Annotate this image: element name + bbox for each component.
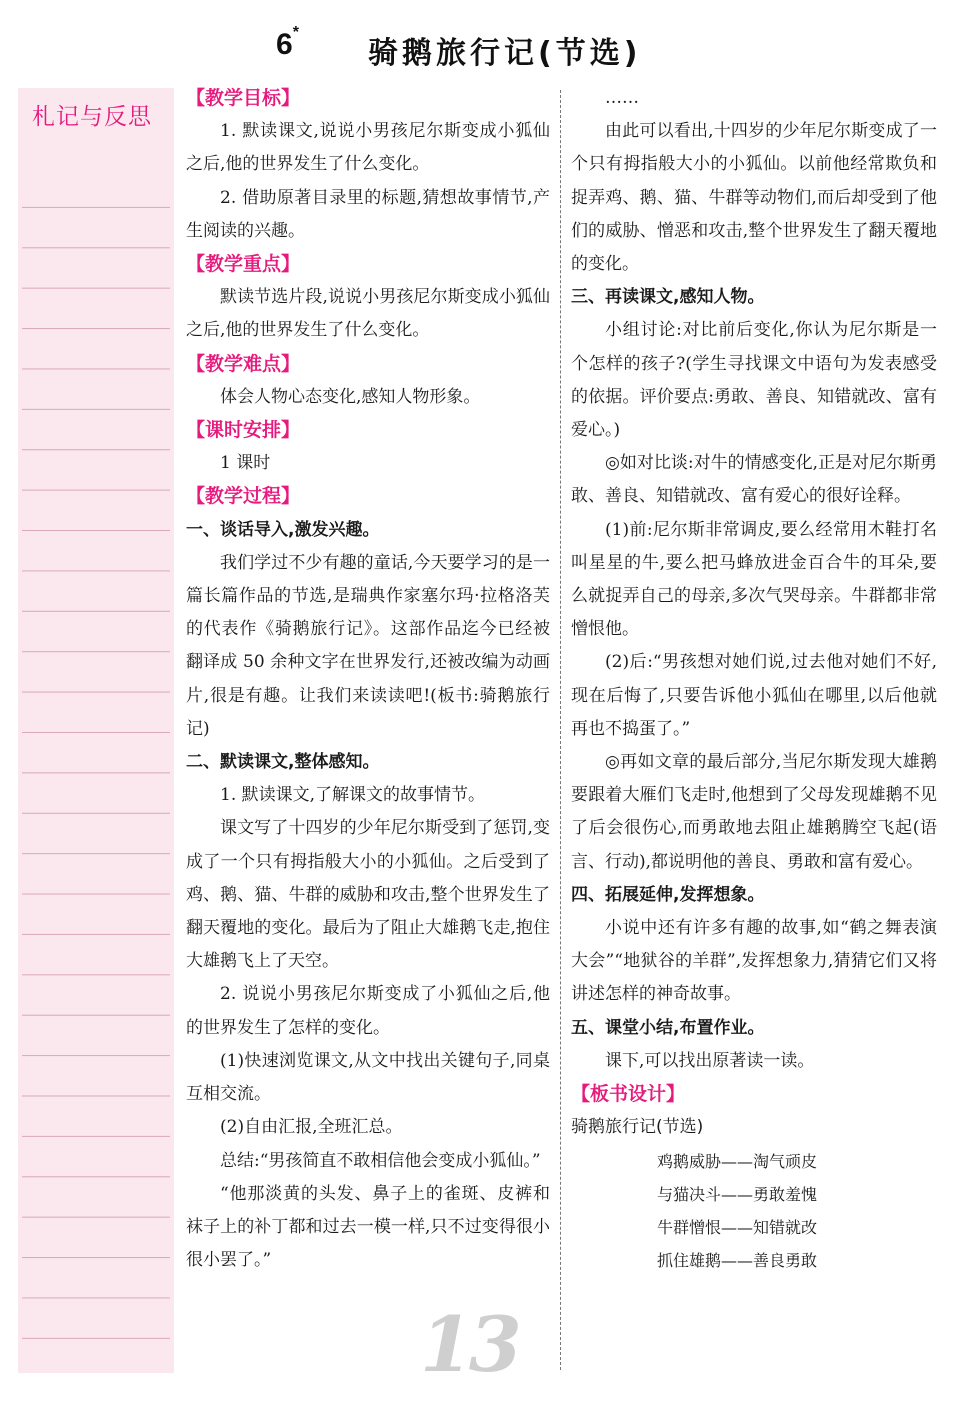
right-column [571, 82, 937, 1277]
difficulty-text: 体会人物心态变化,感知人物形象。 [220, 386, 481, 407]
right-paragraph-3: ◎如对比谈:对牛的情感变化,正是对尼尔斯勇敢、善良、知错就改、富有爱心的很好诠释。 [571, 453, 937, 507]
right-paragraph-1: 由此可以看出,十四岁的少年尼尔斯变成了一个只有拇指般大小的小狐仙。以前他经常欺负和捉弄鸡、鹅、猫、牛群等动物们,而后却受到了他们的威胁、憎恶和攻击,整个世界发生了翻天覆地的变化。 [571, 121, 937, 275]
goal-2: 2. 借助原著目录里的标题,猜想故事情节,产生阅读的兴趣。 [186, 187, 550, 241]
page-number: 13 [420, 1300, 518, 1389]
board-row: 牛群憎恨——知错就改 [657, 1217, 818, 1237]
section-2-paragraph-1: 1. 默读课文,了解课文的故事情节。 [220, 785, 486, 806]
difficulty-header: 【教学难点】 [186, 352, 301, 375]
right-paragraph-7: 小说中还有许多有趣的故事,如“鹤之舞表演大会”“地狱谷的羊群”,发挥想象力,猜猜它们又将讲述怎样的神奇故事。 [571, 918, 937, 1005]
board-row: 与猫决斗——勇敢羞愧 [657, 1184, 818, 1204]
goal-1: 1. 默读课文,说说小男孩尼尔斯变成小狐仙之后,他的世界发生了什么变化。 [186, 121, 550, 175]
section-2-paragraph-3: 2. 说说小男孩尼尔斯变成了小狐仙之后,他的世界发生了怎样的变化。 [186, 984, 550, 1038]
lesson-title-row [0, 24, 955, 74]
column-divider [560, 90, 561, 1370]
right-paragraph-8: 课下,可以找出原著读一读。 [605, 1050, 815, 1071]
notes-column [18, 88, 174, 1373]
right-paragraph-5: (2)后:“男孩想对她们说,过去他对她们不好,现在后悔了,只要告诉他小狐仙在哪里,以后他就再也不捣蛋了。” [571, 652, 937, 739]
board-header: 【板书设计】 [571, 1083, 686, 1106]
section-1-paragraph: 我们学过不少有趣的童话,今天要学习的是一篇长篇作品的节选,是瑞典作家塞尔玛·拉格洛芙的代表作《骑鹅旅行记》。这部作品迄今已经被翻译成 50 余种文字在世界发行,还被改编为动画片,很是有趣。让我们来读读吧!(板书:骑鹅旅行记) [186, 552, 550, 739]
left-column [186, 82, 550, 1277]
ellipsis: …… [605, 88, 639, 108]
right-paragraph-4: (1)前:尼尔斯非常调皮,要么经常用木鞋打名叫星星的牛,要么把马蜂放进金百合牛的耳朵,要么就捉弄自己的母亲,多次气哭母亲。牛群都非常憎恨他。 [571, 519, 937, 640]
board-row: 鸡鹅威胁——淘气顽皮 [657, 1151, 818, 1171]
right-paragraph-2: 小组讨论:对比前后变化,你认为尼尔斯是一个怎样的孩子?(学生寻找课文中语句为发表感受的依据。评价要点:勇敢、善良、知错就改、富有爱心。) [571, 320, 937, 441]
lesson-title: 骑鹅旅行记(节选) [368, 36, 642, 71]
board-row: 抓住雄鹅——善良勇敢 [657, 1251, 818, 1271]
goals-header: 【教学目标】 [186, 87, 301, 109]
section-5-title: 五、课堂小结,布置作业。 [571, 1017, 765, 1038]
section-1-title: 一、谈话导入,激发兴趣。 [186, 519, 380, 540]
process-header: 【教学过程】 [186, 485, 301, 508]
schedule-header: 【课时安排】 [186, 419, 301, 442]
notes-ruled-lines [22, 168, 170, 1363]
focus-header: 【教学重点】 [186, 253, 301, 276]
lesson-number: 6* [276, 24, 299, 61]
section-4-title: 四、拓展延伸,发挥想象。 [571, 884, 765, 905]
section-2-paragraph-7: “他那淡黄的头发、鼻子上的雀斑、皮裤和袜子上的补丁都和过去一模一样,只不过变得很小很小罢了。” [186, 1183, 550, 1271]
section-3-title: 三、再读课文,感知人物。 [571, 287, 765, 308]
section-2-paragraph-2: 课文写了十四岁的少年尼尔斯受到了惩罚,变成了一个只有拇指般大小的小狐仙。之后受到了鸡、鹅、猫、牛群的威胁和攻击,整个世界发生了翻天覆地的变化。最后为了阻止大雄鹅飞走,抱住大雄鹅飞上了天空。 [186, 818, 550, 972]
board-title: 骑鹅旅行记(节选) [571, 1117, 704, 1138]
section-2-paragraph-6: 总结:“男孩简直不敢相信他会变成小狐仙。” [220, 1150, 541, 1171]
section-2-title: 二、默读课文,整体感知。 [186, 752, 380, 773]
section-2-paragraph-5: (2)自由汇报,全班汇总。 [220, 1117, 403, 1138]
focus-text: 默读节选片段,说说小男孩尼尔斯变成小狐仙之后,他的世界发生了什么变化。 [186, 287, 550, 341]
right-paragraph-6: ◎再如文章的最后部分,当尼尔斯发现大雄鹅要跟着大雁们飞走时,他想到了父母发现雄鹅不见了后会很伤心,而勇敢地去阻止雄鹅腾空飞起(语言、行动),都说明他的善良、勇敢和富有爱心。 [571, 752, 937, 872]
section-2-paragraph-4: (1)快速浏览课文,从文中找出关键句子,同桌互相交流。 [186, 1050, 550, 1105]
schedule-text: 1 课时 [220, 453, 271, 474]
notes-title: 札记与反思 [32, 104, 152, 130]
